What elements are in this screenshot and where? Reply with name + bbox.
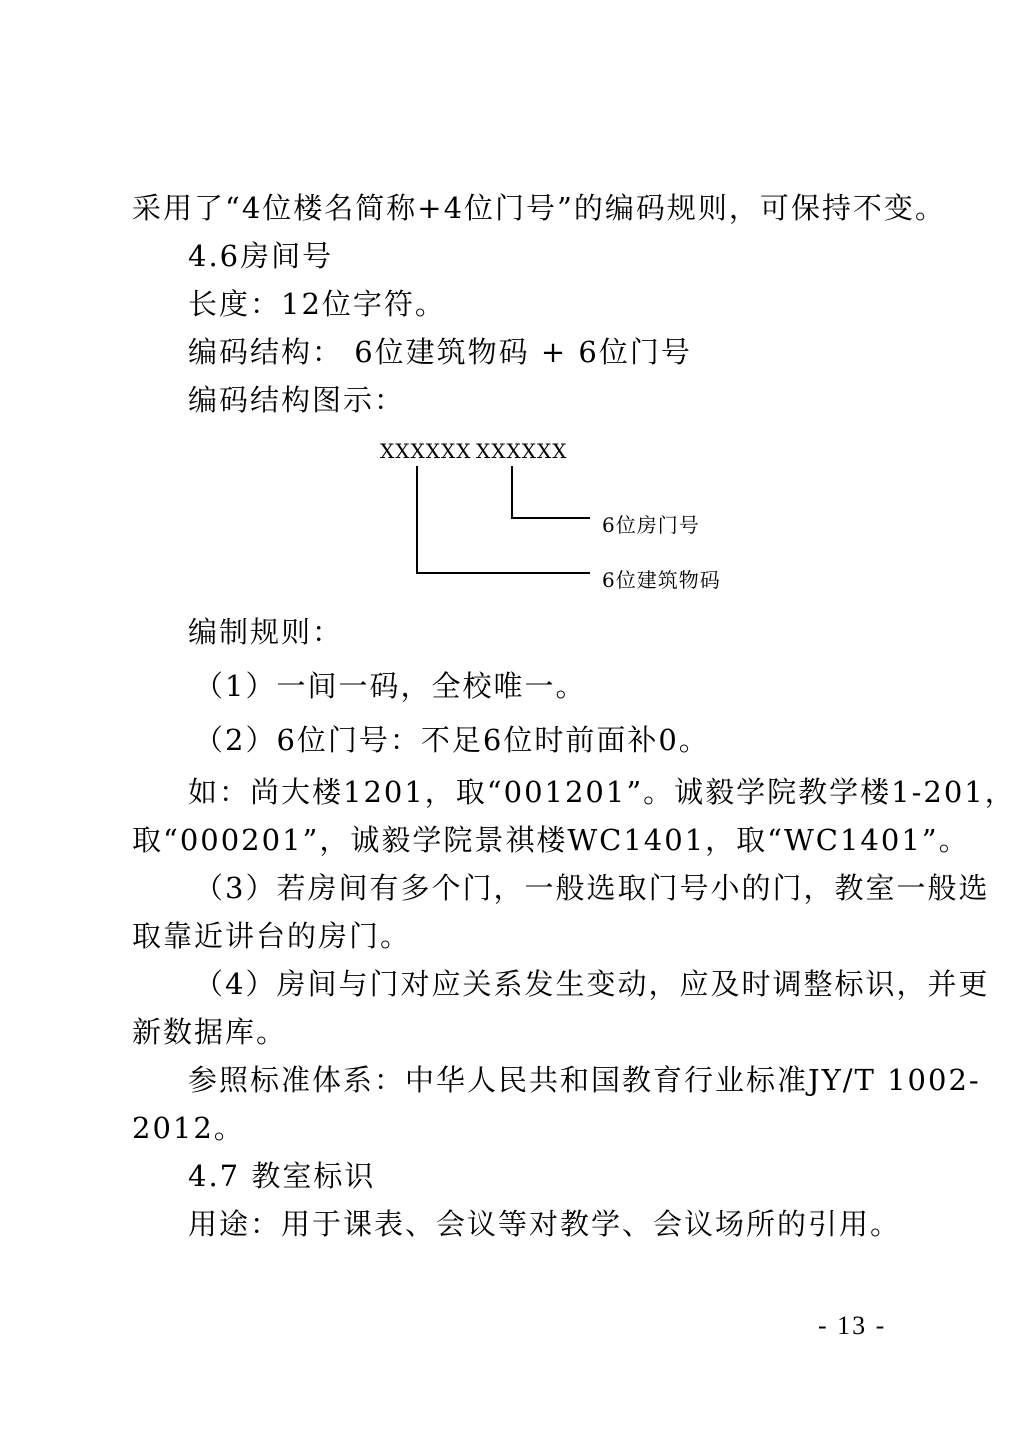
rule-item: （1）一间一码，全校唯一。	[194, 669, 587, 703]
building-code-placeholder: XXXXXX	[380, 439, 472, 463]
paragraph-line: 参照标准体系：中华人民共和国教育行业标准JY/T 1002-	[188, 1063, 981, 1097]
paragraph-line: 新数据库。	[132, 1015, 288, 1049]
paragraph-line: 如：尚大楼1201，取“001201”。诚毅学院教学楼1-201，	[188, 775, 1016, 809]
section-heading: 4.6房间号	[188, 239, 334, 273]
building-connector-line	[417, 466, 590, 573]
door-connector-line	[512, 466, 590, 518]
paragraph-line: 编制规则：	[188, 615, 344, 649]
rule-item: （4）房间与门对应关系发生变动，应及时调整标识，并更	[194, 967, 990, 1001]
paragraph-line: 2012。	[132, 1111, 245, 1145]
door-code-label: 6位房门号	[602, 513, 700, 537]
rule-item: （2）6位门号：不足6位时前面补0。	[194, 723, 710, 757]
rule-item: （3）若房间有多个门，一般选取门号小的门，教室一般选	[194, 871, 990, 905]
building-code-label: 6位建筑物码	[602, 568, 721, 592]
section-heading: 4.7 教室标识	[188, 1159, 376, 1193]
paragraph-line: 长度：12位字符。	[188, 287, 446, 321]
paragraph-line: 取“000201”，诚毅学院景祺楼WC1401，取“WC1401”。	[132, 823, 970, 857]
paragraph-line: 取靠近讲台的房门。	[132, 919, 412, 953]
paragraph-line: 采用了“4位楼名简称+4位门号”的编码规则，可保持不变。	[132, 191, 946, 225]
paragraph-line: 用途：用于课表、会议等对教学、会议场所的引用。	[188, 1207, 902, 1241]
paragraph-line: 编码结构： 6位建筑物码 + 6位门号	[188, 335, 692, 369]
page-number: - 13 -	[818, 1311, 887, 1340]
door-code-placeholder: XXXXXX	[476, 439, 568, 463]
paragraph-line: 编码结构图示：	[188, 383, 406, 417]
